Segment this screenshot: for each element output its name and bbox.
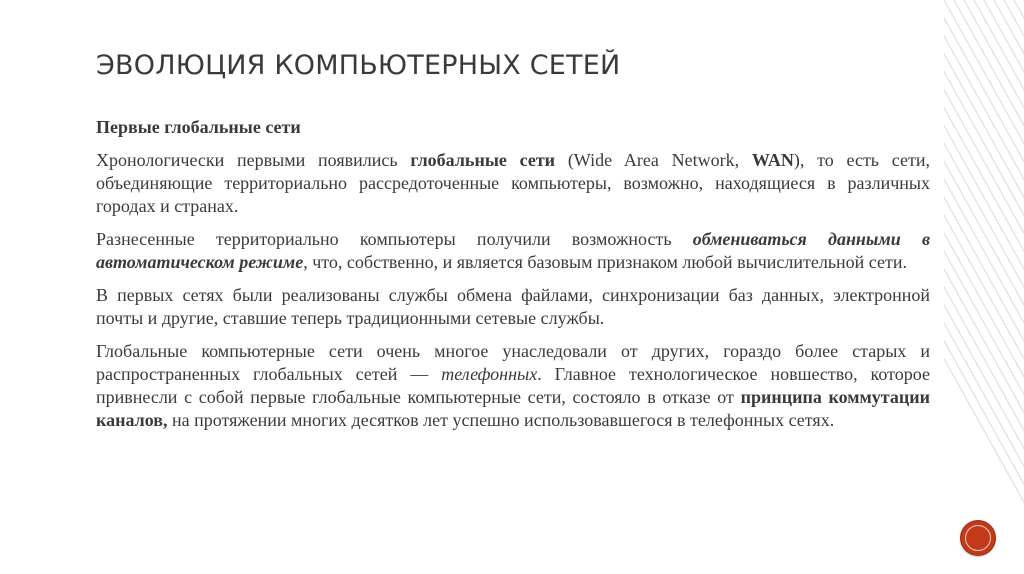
bold-italic-term: обмениваться данными в автоматическом режиме	[96, 229, 931, 272]
text-run: Хронологически первыми появились	[96, 150, 411, 170]
slide-content	[96, 116, 930, 442]
text-run: (Wide Area Network,	[555, 150, 752, 170]
text-run: Разнесенные территориально компьютеры получили возможность	[96, 229, 693, 249]
text-run: . Главное технологическое новшество, которое привнесли с собой первые глобальные компьютерные сети, состояло в отказе от	[96, 364, 930, 407]
bold-term: WAN	[751, 150, 794, 170]
circle-icon	[965, 525, 991, 551]
bold-term: принципа коммутации каналов,	[96, 387, 930, 430]
italic-term: телефонных	[441, 364, 538, 384]
section-subtitle: Первые глобальные сети	[96, 117, 301, 137]
decorative-stripes	[944, 0, 1024, 574]
text-run: ), то есть сети, объединяющие территориально рассредоточенные компьютеры, возможно, находящиеся в различных городах и странах.	[96, 150, 930, 216]
paragraph-1	[96, 149, 930, 218]
paragraph-3	[96, 284, 930, 330]
paragraph-4	[96, 340, 930, 432]
paragraph-2	[96, 228, 930, 274]
text-run: , что, собственно, и является базовым признаком любой вычислительной сети.	[303, 252, 907, 272]
bold-term: глобальные сети	[410, 150, 556, 170]
slide-title: ЭВОЛЮЦИЯ КОМПЬЮТЕРНЫХ СЕТЕЙ	[96, 50, 621, 81]
text-run: Глобальные компьютерные сети очень многое унаследовали от других, гораздо более старых и распространенных глобальных сетей —	[96, 341, 930, 384]
next-slide-button[interactable]	[961, 521, 995, 555]
text-run: на протяжении многих десятков лет успешно использовавшегося в телефонных сетях.	[167, 410, 835, 430]
text-run: В первых сетях были реализованы службы обмена файлами, синхронизации баз данных, электронной почты и другие, ставшие теперь традиционными сетевые службы.	[96, 285, 930, 328]
